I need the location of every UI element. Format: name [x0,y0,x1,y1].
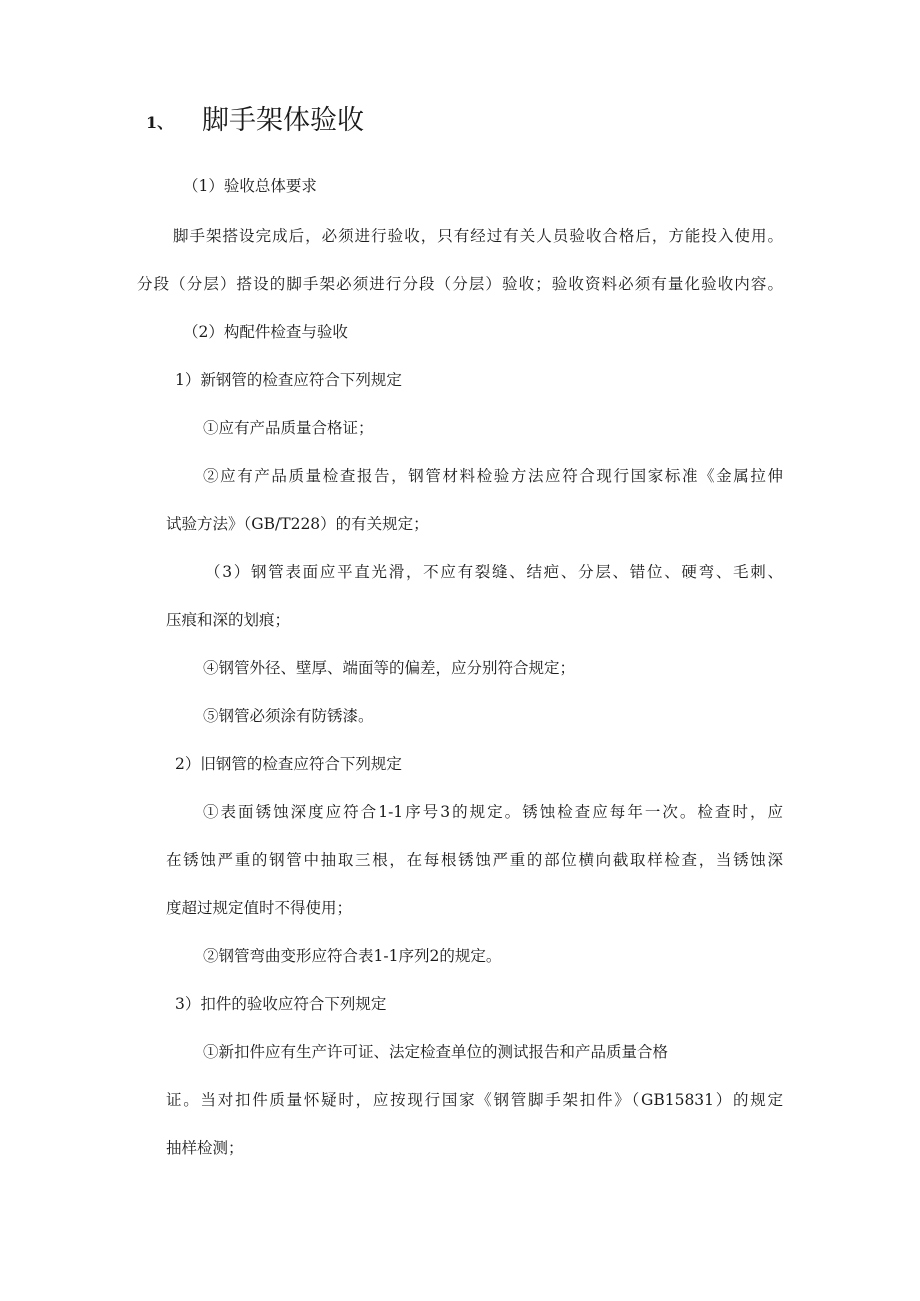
list-item: （3）钢管表面应平直光滑，不应有裂缝、结疤、分层、错位、硬弯、毛刺、 [205,563,783,581]
list-heading-new-steel-pipe: 1）新钢管的检查应符合下列规定 [175,371,402,389]
subsection-general-requirements: （1）验收总体要求 [183,177,317,195]
list-item: ①表面锈蚀深度应符合1-1序号3的规定。锈蚀检查应每年一次。检查时，应 [203,803,783,821]
list-heading-old-steel-pipe: 2）旧钢管的检查应符合下列规定 [175,755,402,773]
section-number: 1、 [146,112,174,132]
list-item: ①应有产品质量合格证； [203,419,374,437]
section-heading [146,104,364,138]
list-item-continuation: 在锈蚀严重的钢管中抽取三根，在每根锈蚀严重的部位横向截取样检查，当锈蚀深 [166,851,783,869]
list-item: ⑤钢管必须涂有防锈漆。 [203,707,374,725]
list-item-continuation: 抽样检测； [166,1139,244,1157]
section-title: 脚手架体验收 [202,105,364,136]
list-item-continuation: 证。当对扣件质量怀疑时，应按现行国家《钢管脚手架扣件》（GB15831）的规定 [166,1091,783,1109]
paragraph-line: 分段（分层）搭设的脚手架必须进行分段（分层）验收；验收资料必须有量化验收内容。 [137,275,783,293]
list-item-continuation: 度超过规定值时不得使用； [166,899,353,917]
list-item: ①新扣件应有生产许可证、法定检查单位的测试报告和产品质量合格 [203,1043,669,1061]
list-heading-fastener: 3）扣件的验收应符合下列规定 [175,995,387,1013]
list-item: ②应有产品质量检查报告，钢管材料检验方法应符合现行国家标准《金属拉伸 [203,467,783,485]
list-item-continuation: 试验方法》（GB/T228）的有关规定； [166,515,429,533]
subsection-component-inspection: （2）构配件检查与验收 [183,323,348,341]
list-item-continuation: 压痕和深的划痕； [166,611,291,629]
paragraph-line: 脚手架搭设完成后，必须进行验收，只有经过有关人员验收合格后，方能投入使用。 [173,227,783,245]
list-item: ②钢管弯曲变形应符合表1-1序列2的规定。 [203,947,502,965]
list-item: ④钢管外径、壁厚、端面等的偏差，应分别符合规定； [203,659,576,677]
